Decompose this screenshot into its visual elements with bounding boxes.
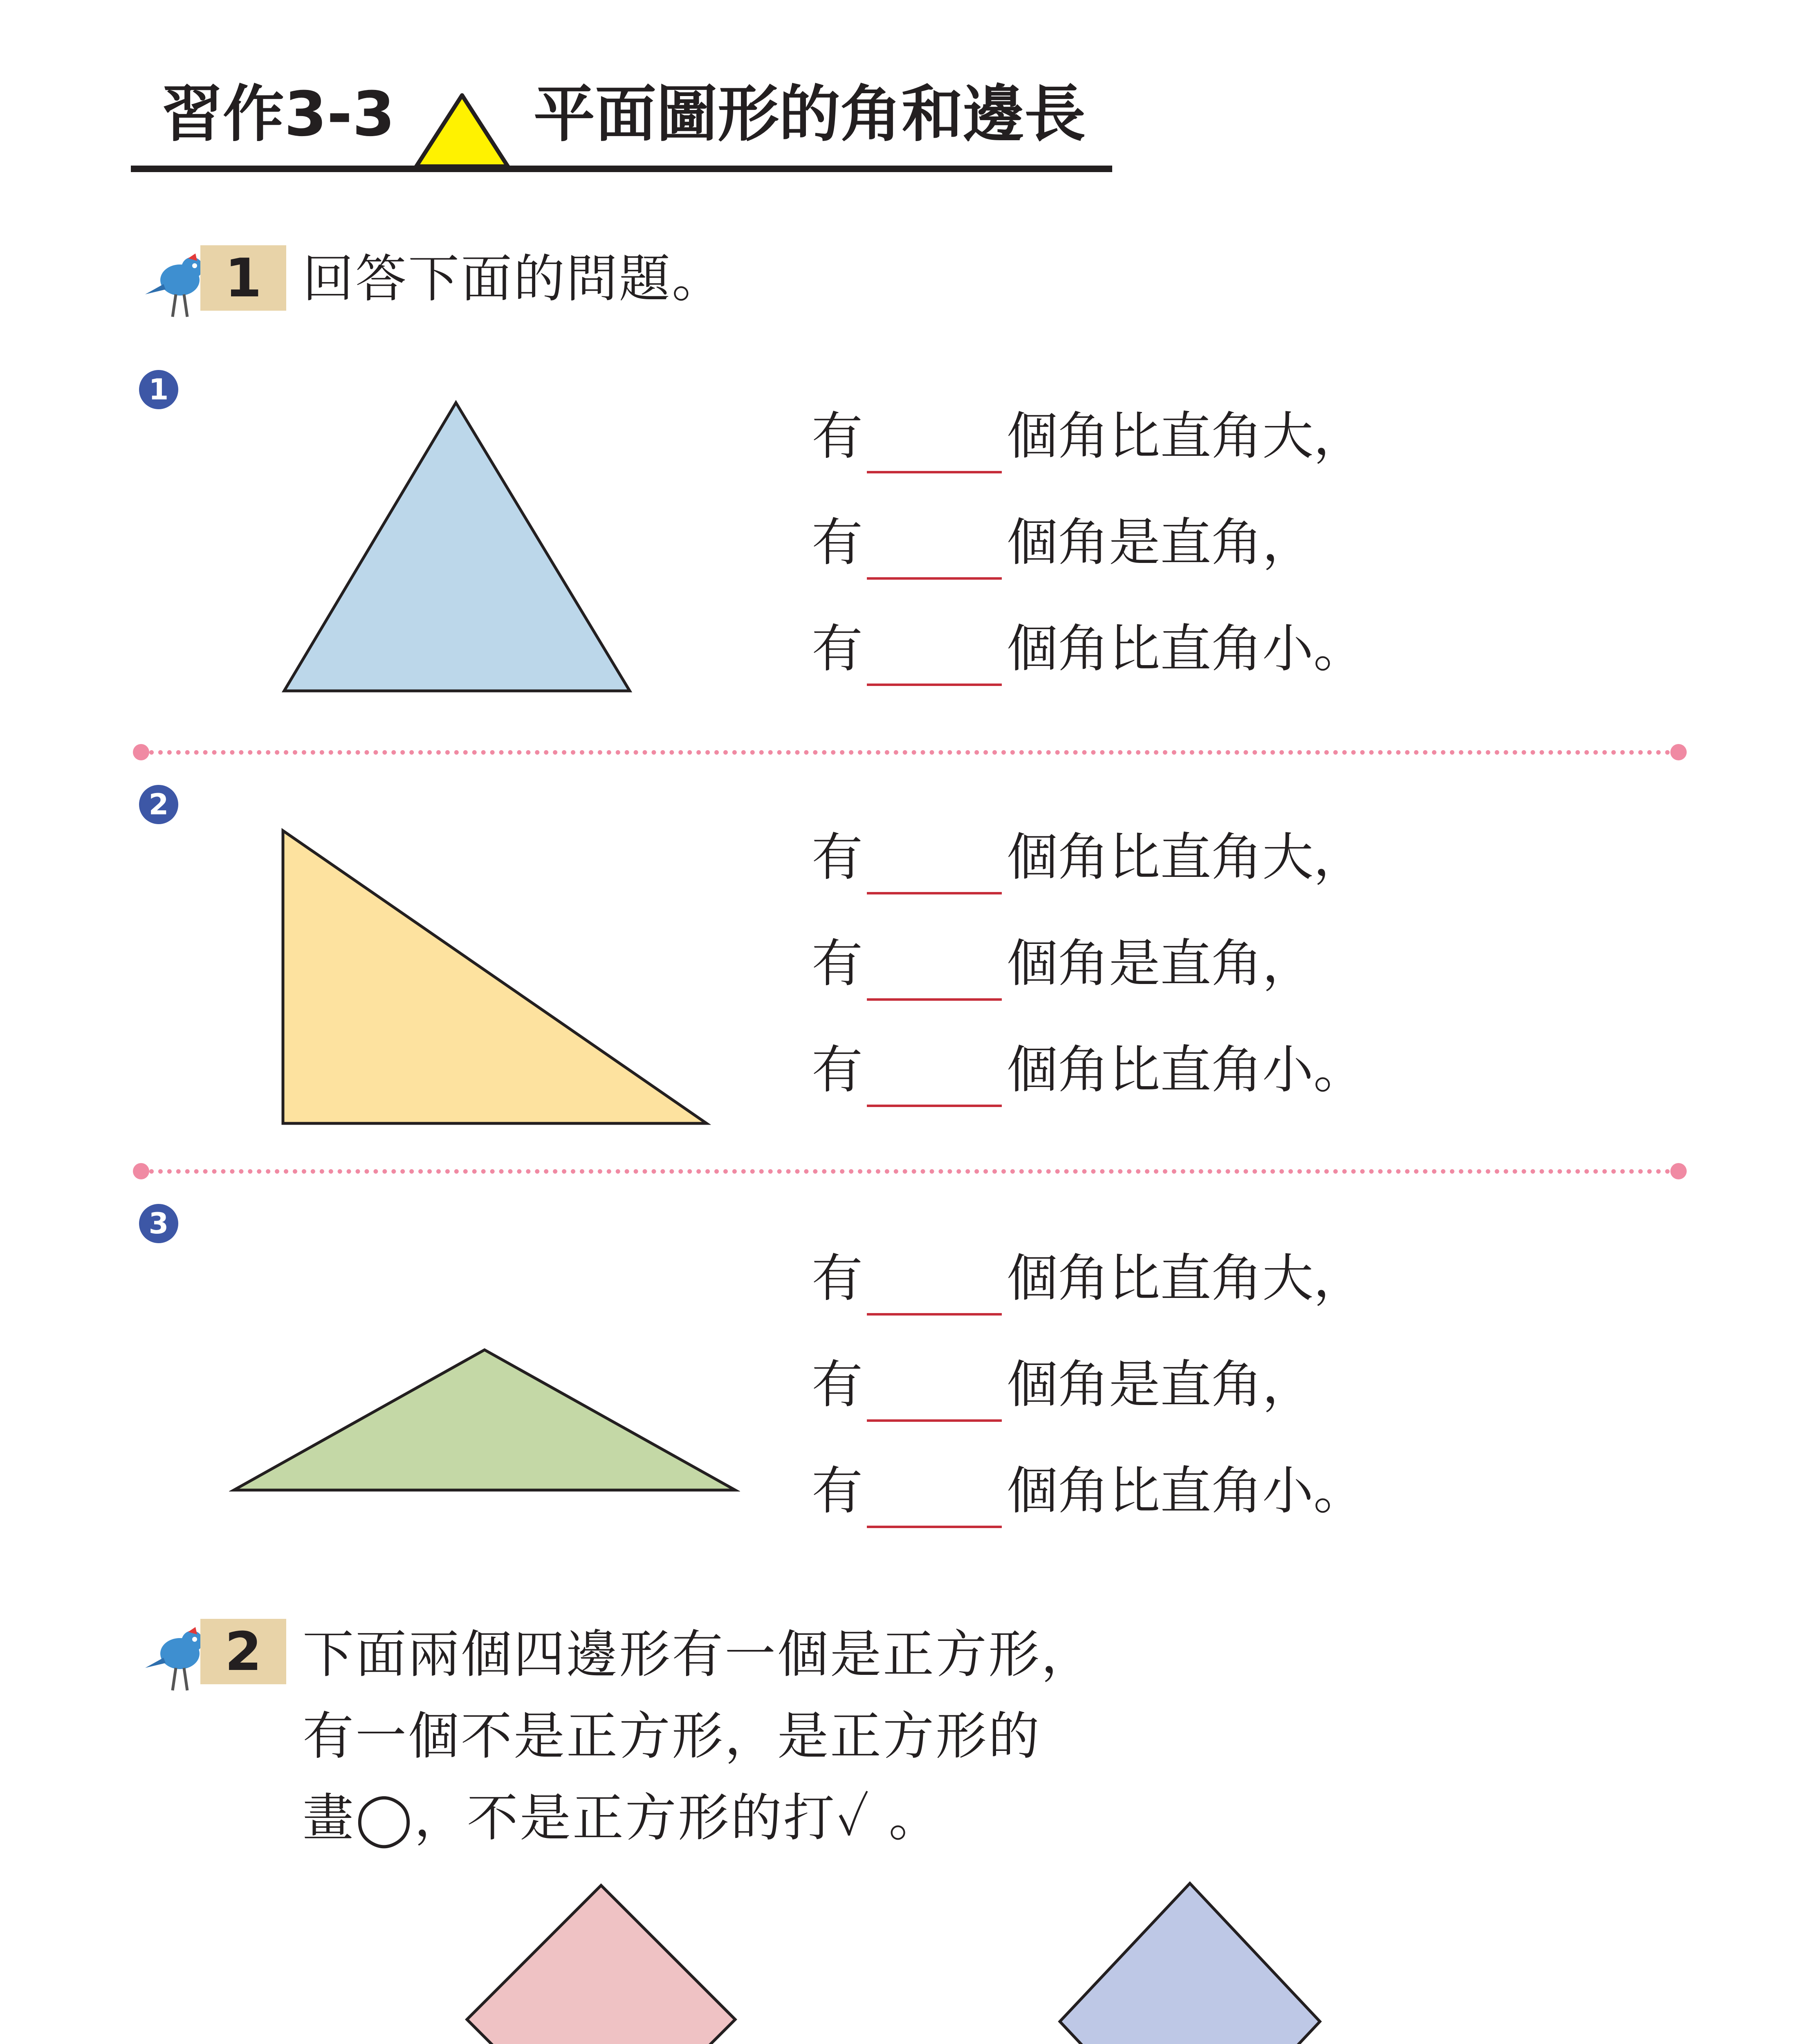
item-2-line-2 bbox=[812, 934, 1313, 993]
line-prefix: 有 bbox=[812, 407, 863, 466]
answer-blank[interactable] bbox=[867, 1313, 1002, 1316]
right-triangle bbox=[278, 826, 711, 1128]
page-title: 平面圖形的角和邊長 bbox=[534, 79, 1086, 150]
line-suffix: 個角是直角， bbox=[1007, 934, 1313, 993]
section-divider bbox=[149, 1169, 1670, 1174]
question-1-number: 1 bbox=[224, 247, 262, 309]
item-marker-2: 2 bbox=[139, 785, 178, 824]
line-prefix: 有 bbox=[812, 1249, 863, 1308]
item-1-line-3 bbox=[812, 619, 1364, 679]
item-marker-1: 1 bbox=[139, 370, 178, 409]
answer-blank[interactable] bbox=[867, 1105, 1002, 1107]
divider-end-dot bbox=[133, 1163, 149, 1179]
item-marker-3: 3 bbox=[139, 1204, 178, 1243]
divider-end-dot bbox=[133, 744, 149, 760]
line-suffix: 個角比直角大， bbox=[1007, 828, 1364, 887]
item-3-line-2 bbox=[812, 1355, 1313, 1414]
item-3-line-3 bbox=[812, 1461, 1364, 1521]
answer-blank[interactable] bbox=[867, 684, 1002, 686]
answer-blank[interactable] bbox=[867, 998, 1002, 1001]
divider-end-dot bbox=[1670, 1163, 1687, 1179]
line-suffix: 個角比直角小。 bbox=[1007, 1040, 1364, 1100]
item-1-line-2 bbox=[812, 513, 1313, 572]
item-2-line-1 bbox=[812, 828, 1364, 887]
answer-blank[interactable] bbox=[867, 892, 1002, 894]
line-prefix: 有 bbox=[812, 1355, 863, 1414]
line-prefix: 有 bbox=[812, 828, 863, 887]
item-2-line-3 bbox=[812, 1040, 1364, 1100]
line-prefix: 有 bbox=[812, 513, 863, 572]
line-suffix: 個角比直角小。 bbox=[1007, 1461, 1364, 1521]
question-2-number: 2 bbox=[224, 1620, 262, 1683]
divider-end-dot bbox=[1670, 744, 1687, 760]
answer-blank[interactable] bbox=[867, 1419, 1002, 1422]
line-prefix: 有 bbox=[812, 619, 863, 679]
line-suffix: 個角比直角小。 bbox=[1007, 619, 1364, 679]
item-3-line-1 bbox=[812, 1249, 1364, 1308]
diamond-shape-pink bbox=[462, 1880, 740, 2044]
answer-blank[interactable] bbox=[867, 577, 1002, 580]
line-suffix: 個角是直角， bbox=[1007, 513, 1313, 572]
question-1-prompt: 回答下面的問題。 bbox=[303, 249, 725, 309]
diamond-shape-blue bbox=[1055, 1878, 1325, 2044]
line-suffix: 個角是直角， bbox=[1007, 1355, 1313, 1414]
header-rule bbox=[131, 166, 1112, 172]
answer-blank[interactable] bbox=[867, 1526, 1002, 1528]
acute-triangle bbox=[278, 399, 638, 697]
bird-mascot-icon bbox=[143, 1619, 209, 1697]
question-2-prompt-line-1: 下面兩個四邊形有一個是正方形， bbox=[303, 1625, 1094, 1684]
line-prefix: 有 bbox=[812, 1040, 863, 1100]
bird-mascot-icon bbox=[143, 245, 209, 323]
header-triangle-icon bbox=[413, 92, 511, 170]
line-prefix: 有 bbox=[812, 1461, 863, 1521]
question-2-prompt-line-3: 畫◯，不是正方形的打✓ 。 bbox=[303, 1788, 942, 1848]
question-2-prompt-line-2: 有一個不是正方形，是正方形的 bbox=[303, 1707, 1041, 1766]
line-prefix: 有 bbox=[812, 934, 863, 993]
line-suffix: 個角比直角大， bbox=[1007, 1249, 1364, 1308]
answer-blank[interactable] bbox=[867, 471, 1002, 473]
line-suffix: 個角比直角大， bbox=[1007, 407, 1364, 466]
section-divider bbox=[149, 750, 1670, 755]
item-1-line-1 bbox=[812, 407, 1364, 466]
obtuse-triangle bbox=[229, 1345, 740, 1496]
worksheet-label: 習作3-3 bbox=[162, 79, 395, 150]
